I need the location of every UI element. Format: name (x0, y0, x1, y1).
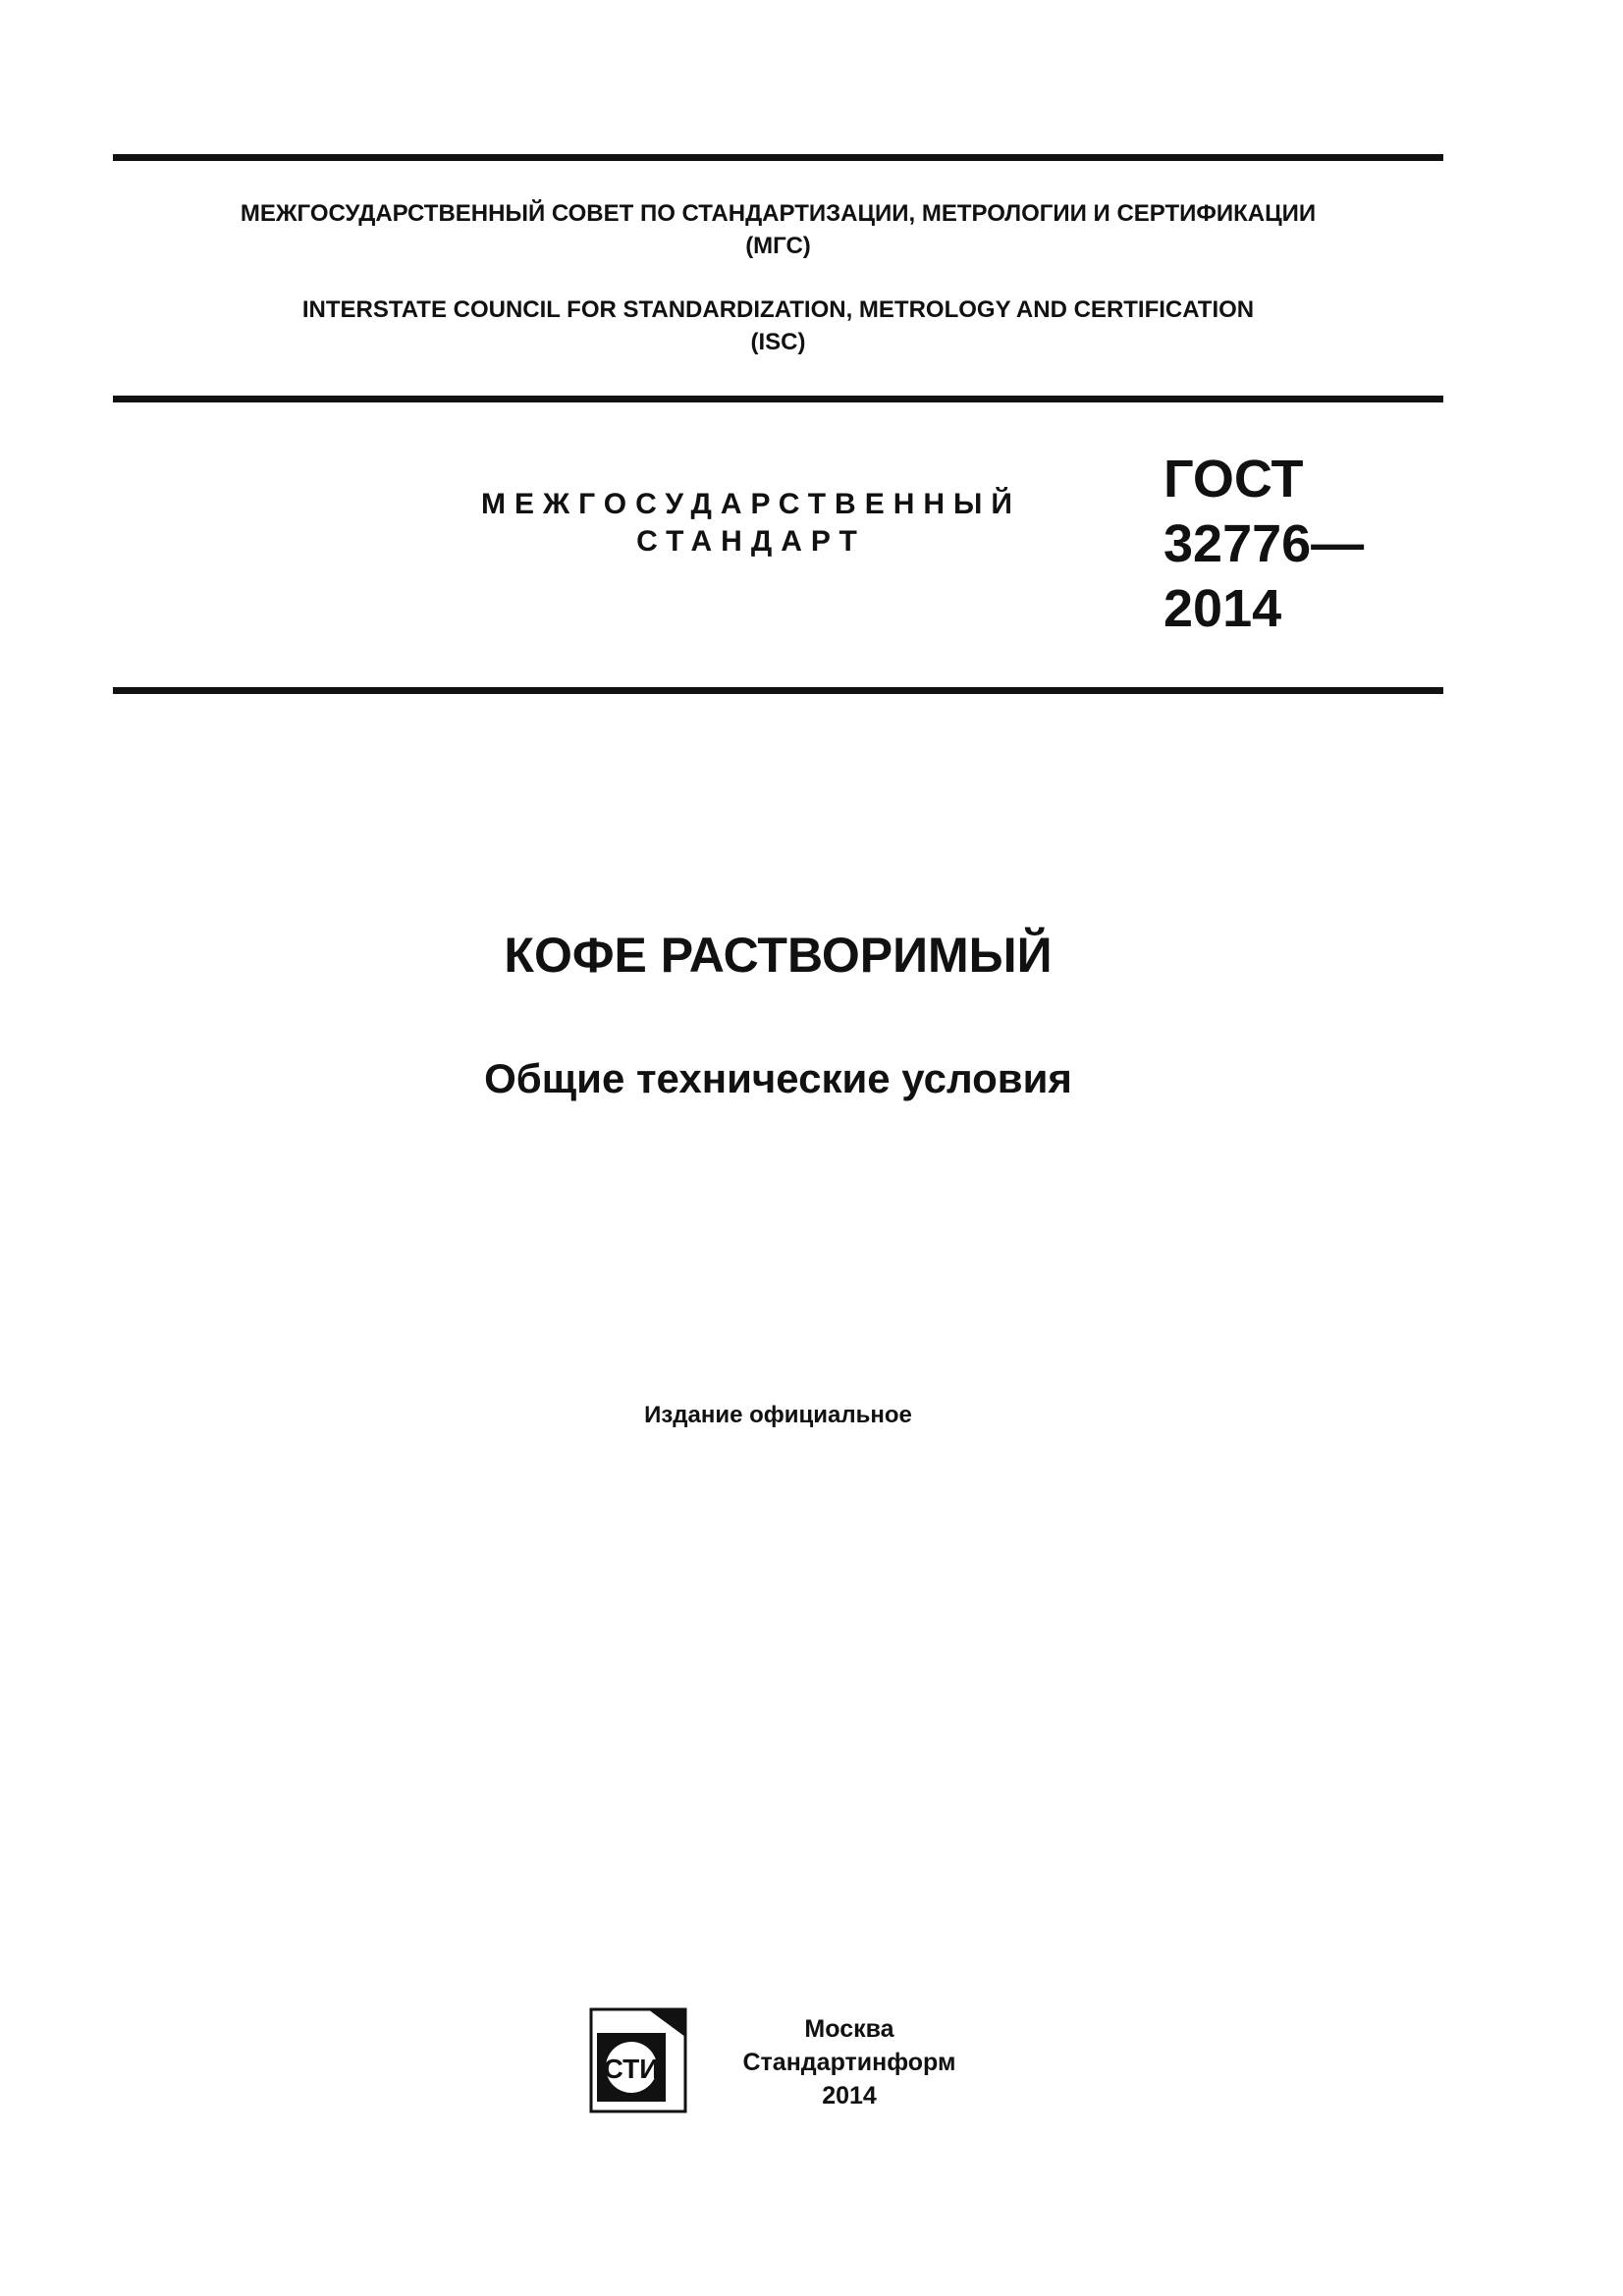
publisher-city: Москва (804, 2015, 894, 2043)
council-en-name: INTERSTATE COUNCIL FOR STANDARDIZATION, METROLOGY AND CERTIFICATION (301, 296, 1255, 323)
document-title: КОФЕ РАСТВОРИМЫЙ (504, 928, 1053, 983)
council-en-abbr: (ISC) (750, 329, 806, 355)
council-ru-name: МЕЖГОСУДАРСТВЕННЫЙ СОВЕТ ПО СТАНДАРТИЗАЦИИ, МЕТРОЛОГИИ И СЕРТИФИКАЦИИ (240, 200, 1317, 227)
standard-prefix: ГОСТ (1163, 450, 1304, 508)
standard-designation (1163, 447, 1364, 641)
standard-year: 2014 (1163, 579, 1282, 638)
header-bottom-rule (113, 687, 1443, 694)
standard-kind-line2: СТАНДАРТ (636, 525, 866, 558)
standard-kind-line1: МЕЖГОСУДАРСТВЕННЫЙ (481, 488, 1021, 520)
standard-number: 32776— (1163, 514, 1365, 573)
document-subtitle: Общие технические условия (484, 1055, 1072, 1101)
standartinform-logo-icon (589, 2007, 691, 2115)
council-ru-abbr: (МГС) (745, 233, 811, 259)
edition-note: Издание официальное (644, 1402, 912, 1428)
publisher-year: 2014 (822, 2082, 877, 2109)
publisher-name: Стандартинформ (742, 2049, 956, 2076)
top-rule (113, 154, 1443, 161)
publisher-block (727, 2012, 972, 2112)
council-divider-rule (113, 396, 1443, 402)
logo-letters: СТИ (603, 2054, 660, 2084)
